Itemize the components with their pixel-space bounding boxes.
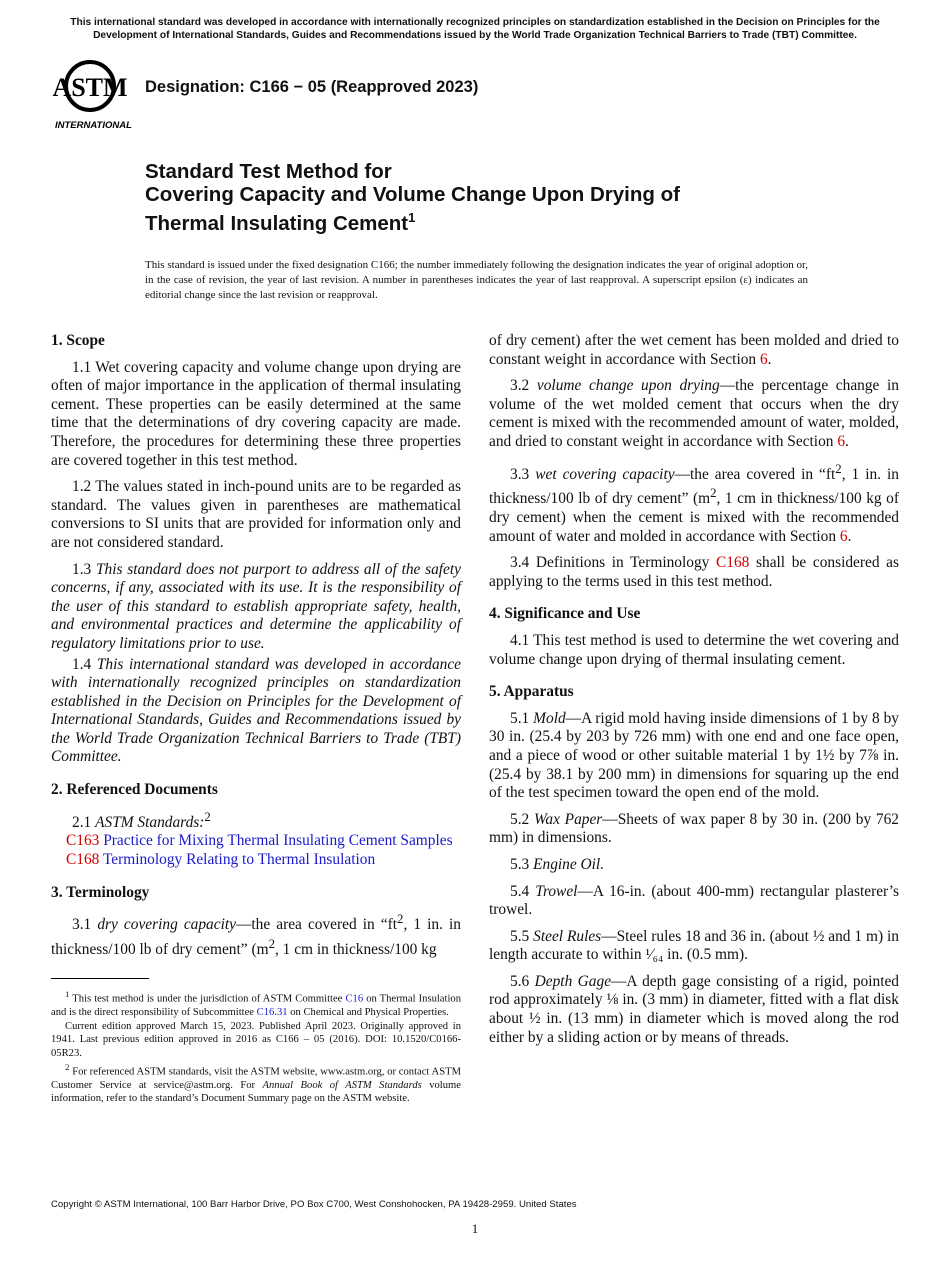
logo-letters: ASTM <box>52 73 128 102</box>
apparatus-5-3: 5.3 Engine Oil. <box>510 855 605 873</box>
apparatus-5-4: 5.4 Trowel—A 16-in. (about 400-mm) rectangular plasterer’s trowel. <box>489 882 899 919</box>
term-3-4: 3.4 Definitions in Terminology C168 shall be considered as applying to the terms used in this test method. <box>489 554 899 590</box>
section-6-link[interactable]: 6 <box>759 350 768 368</box>
term-3-1-part-b: of dry cement) after the wet cement has been molded and dried to constant weight in accordance with Section 6. <box>489 332 899 368</box>
section-6-link[interactable]: 6 <box>837 432 846 450</box>
title-line-3 <box>145 206 845 235</box>
title-line-1: Standard Test Method for <box>145 160 392 183</box>
designation: Designation: C166 − 05 (Reapproved 2023) <box>145 78 479 96</box>
right-column <box>489 332 899 1047</box>
term-3-1-part-a: 3.1 dry covering capacity—the area covered in “$ft^2$, 1 in. in thickness/100 lb of dry cement” ($m^2$, 1 cm in thickness/100 kg <box>51 912 461 958</box>
document-title <box>145 160 845 235</box>
referenced-heading: 2. Referenced Documents <box>51 781 218 799</box>
astm-standards-label: 2.1 ASTM Standards:$^2$ <box>72 809 211 831</box>
terminology-heading: 3. Terminology <box>51 883 150 901</box>
scope-1-2: 1.2 The values stated in inch-pound units are to be regarded as standard. The values given in parentheses are mathematical conversions to SI units that are provided for information only and are not considered standard. <box>51 478 461 551</box>
link-c16[interactable]: C16 <box>345 993 364 1005</box>
footnote-1: $^1$ This test method is under the jurisdiction of ASTM Committee C16 on Thermal Insulation and is the direct responsibility of Subcommittee C16.31 on Chemical and Physical Properties. <box>51 989 461 1019</box>
term-3-2: 3.2 volume change upon drying—the percentage change in volume of the wet molded cement that occurs when the dry cement is mixed with the recommended amount of water, molded, and dried to constant weight in accordance with Section 6. <box>489 377 899 450</box>
apparatus-5-2: 5.2 Wax Paper—Sheets of wax paper 8 by 30 in. (200 by 762 mm) in dimensions. <box>489 810 899 847</box>
logo-label: INTERNATIONAL <box>55 120 132 131</box>
left-column <box>51 332 461 960</box>
significance-4-1: 4.1 This test method is used to determine the wet covering and volume change upon drying of thermal insulating cement. <box>489 631 899 668</box>
footnote-1-edition: Current edition approved March 15, 2023. Published April 2023. Originally approved in 1941. Last previous edition approved in 2016 as C166 – 05 (2016). DOI: 10.1520/C0166-05R23. <box>51 1020 461 1059</box>
term-3-3: 3.3 wet covering capacity—the area covered in “$ft^2$, 1 in. in thickness/100 lb of dry cement” ($m^2$, 1 cm in thickness/100 kg of dry cement) when the cement is mixed with the recommended amount of water and molded in accordance with Section 6. <box>489 461 899 545</box>
apparatus-5-6: 5.6 Depth Gage—A depth gage consisting of a rigid, pointed rod approximately ⅛ in. (3 mm) in diameter, fitted with a flat disk about ½ in. (13 mm) in diameter which is moved along the rod either by a sliding action or by means of threads. <box>489 972 899 1046</box>
footnotes <box>51 988 461 1106</box>
footnote-rule <box>51 978 149 979</box>
wto-notice: This international standard was developed in accordance with internationally recognized principles on standardization established in the Decision on Principles for the Development of International Standards, Guides and Recommendations issued by the World Trade Organization Technical Barriers to Trade (TBT) Committee. <box>70 17 880 41</box>
c168-link[interactable]: C168 <box>716 554 750 572</box>
link-c16-31[interactable]: C16.31 <box>256 1007 288 1019</box>
title-line-2: Covering Capacity and Volume Change Upon Drying of <box>145 183 680 206</box>
scope-1-3: 1.3 This standard does not purport to address all of the safety concerns, if any, associated with its use. It is the responsibility of the user of this standard to establish appropriate safety, health, and environmental practices and determine the applicability of regulatory limitations prior to use. <box>51 560 461 652</box>
apparatus-heading: 5. Apparatus <box>489 683 574 701</box>
significance-heading: 4. Significance and Use <box>489 605 641 623</box>
footnote-2: $^2$ For referenced ASTM standards, visit the ASTM website, www.astm.org, or contact ASTM Customer Service at service@astm.org. For Annual Book of ASTM Standards volume information, refer to the standard’s Document Summary page on the ASTM website. <box>51 1061 461 1105</box>
scope-heading: 1. Scope <box>51 332 105 349</box>
title-footnote-mark: 1 <box>408 210 416 225</box>
ref-c163[interactable]: C163 Practice for Mixing Thermal Insulating Cement Samples <box>66 832 453 850</box>
ref-c168[interactable]: C168 Terminology Relating to Thermal Insulation <box>66 850 376 868</box>
section-6-link[interactable]: 6 <box>839 527 848 545</box>
standard-note: This standard is issued under the fixed designation C166; the number immediately following the designation indicates the year of original adoption or, in the case of revision, the year of last revision. A number in parentheses indicates the year of last reapproval. A superscript epsilon (ε) indicates an editorial change since the last revision or reapproval. <box>145 259 808 301</box>
copyright: Copyright © ASTM International, 100 Barr Harbor Drive, PO Box C700, West Conshohocken, PA 19428-2959. United States <box>51 1199 577 1210</box>
scope-1-1: 1.1 Wet covering capacity and volume change upon drying are often of major importance in the application of thermal insulating cement. These properties can be easily determined at the same time that the determinations of dry covering capacity are made. Therefore, the procedures for determining these three properties are covered together in this test method. <box>51 358 461 469</box>
scope-1-4: 1.4 This international standard was developed in accordance with internationally recognized principles on standardization established in the Decision on Principles for the Development of International Standards, Guides and Recommendations issued by the World Trade Organization Technical Barriers to Trade (TBT) Committee. <box>51 655 461 766</box>
page-number: 1 <box>471 1221 479 1236</box>
astm-logo <box>52 56 136 132</box>
title-line-3-text: Thermal Insulating Cement <box>145 211 409 235</box>
apparatus-5-1: 5.1 Mold—A rigid mold having inside dimensions of 1 by 8 by 30 in. (25.4 by 203 by 726 mm) with one end and one face open, and a piece of wood or other suitable material 1 by 1½ by 7⅞ in. (25.4 by 38.1 by 200 mm) in dimensions for squaring up the end of the test specimen toward the open end of the mold. <box>489 709 899 802</box>
apparatus-5-5: 5.5 Steel Rules—Steel rules 18 and 36 in. (about ½ and 1 m) in length accurate to within ¹⁄₆₄ in. (0.5 mm). <box>489 927 900 964</box>
